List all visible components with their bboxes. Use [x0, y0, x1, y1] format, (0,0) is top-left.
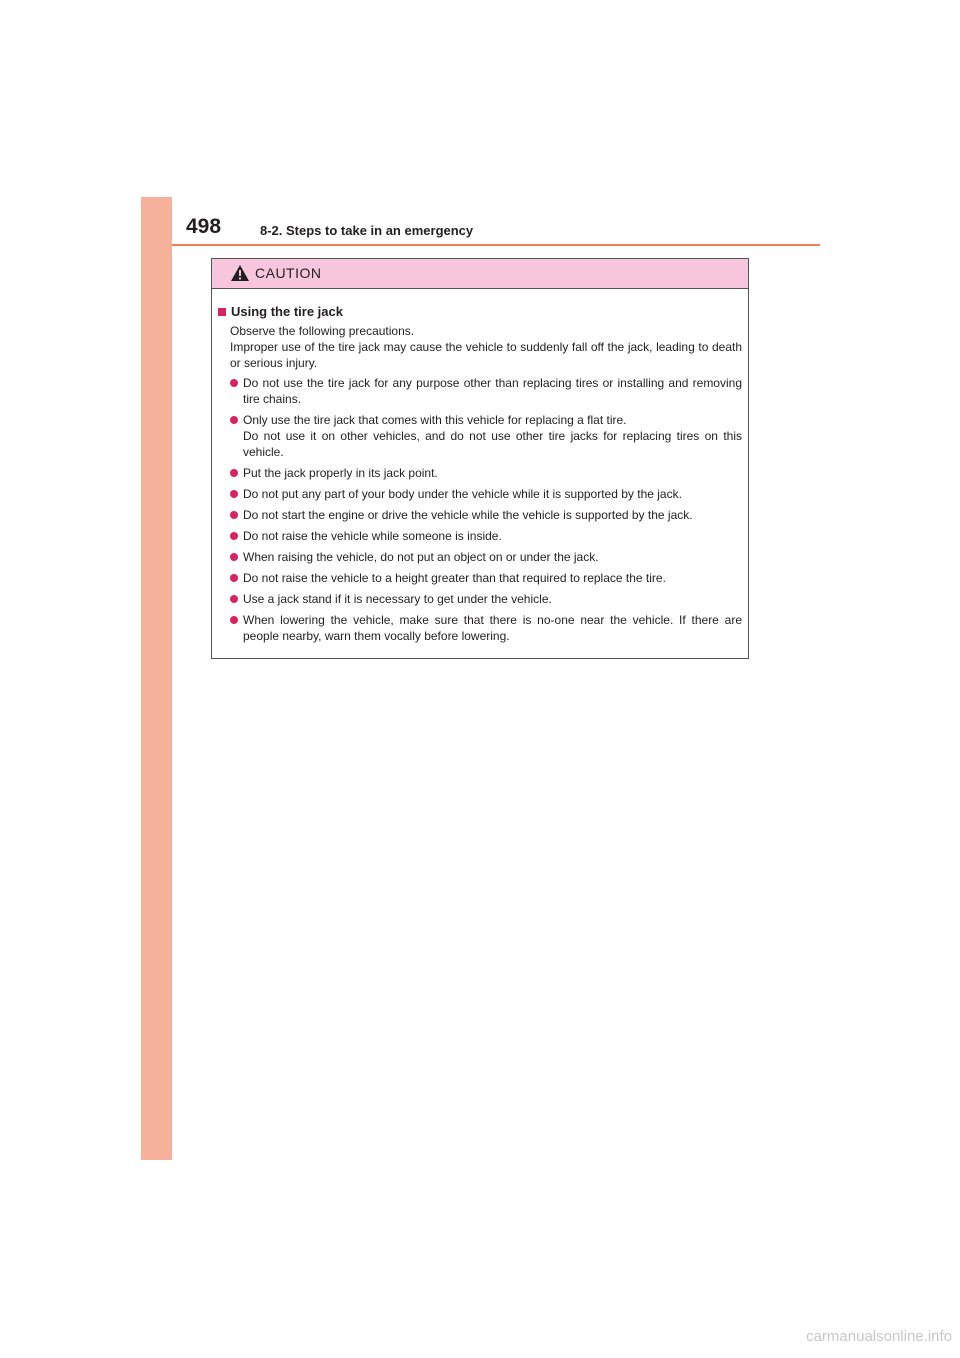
- section-title: 8-2. Steps to take in an emergency: [260, 223, 474, 238]
- caution-label: CAUTION: [255, 265, 322, 281]
- list-item: Do not raise the vehicle to a height greater than that required to replace the tire.: [218, 570, 742, 586]
- intro-line: Observe the following precautions.: [230, 324, 415, 338]
- list-item: Put the jack properly in its jack point.: [218, 465, 742, 481]
- bullet-dot-icon: [230, 379, 238, 387]
- warning-triangle-icon: [230, 264, 250, 282]
- bullet-dot-icon: [230, 490, 238, 498]
- list-item: Do not use the tire jack for any purpose other than replacing tires or installing and removing tire chains.: [218, 375, 742, 407]
- bullet-dot-icon: [230, 532, 238, 540]
- page-header: [186, 214, 826, 246]
- bullet-dot-icon: [230, 574, 238, 582]
- list-item: Use a jack stand if it is necessary to get under the vehicle.: [218, 591, 742, 607]
- intro-text: [230, 323, 742, 371]
- caution-header: [212, 259, 748, 289]
- bullet-dot-icon: [230, 416, 238, 424]
- page-number: 498: [186, 215, 222, 238]
- bullet-dot-icon: [230, 469, 238, 477]
- subheading-text: Using the tire jack: [231, 304, 343, 319]
- list-item: Only use the tire jack that comes with this vehicle for replacing a flat tire. Do not use it on other vehicles, and do not use other tire jacks for replacing tires on this vehicle.: [218, 412, 742, 460]
- list-item: Do not raise the vehicle while someone is inside.: [218, 528, 742, 544]
- caution-body: [212, 289, 748, 644]
- watermark: carmanualsonline.info: [806, 1328, 952, 1345]
- list-item: Do not start the engine or drive the vehicle while the vehicle is supported by the jack.: [218, 507, 742, 523]
- intro-line: Improper use of the tire jack may cause the vehicle to suddenly fall off the jack, leading to death or serious injury.: [230, 340, 742, 370]
- precaution-list: [218, 375, 742, 644]
- caution-box: [211, 258, 749, 659]
- square-bullet-icon: [218, 308, 226, 316]
- bullet-dot-icon: [230, 616, 238, 624]
- bullet-dot-icon: [230, 553, 238, 561]
- header-rule: [172, 244, 820, 246]
- list-item: When raising the vehicle, do not put an object on or under the jack.: [218, 549, 742, 565]
- list-item: Do not put any part of your body under the vehicle while it is supported by the jack.: [218, 486, 742, 502]
- list-item: When lowering the vehicle, make sure that there is no-one near the vehicle. If there are people nearby, warn them vocally before lowering.: [218, 612, 742, 644]
- bullet-dot-icon: [230, 595, 238, 603]
- side-tab-bar: [141, 197, 172, 1160]
- caution-subheading: [218, 303, 742, 320]
- bullet-dot-icon: [230, 511, 238, 519]
